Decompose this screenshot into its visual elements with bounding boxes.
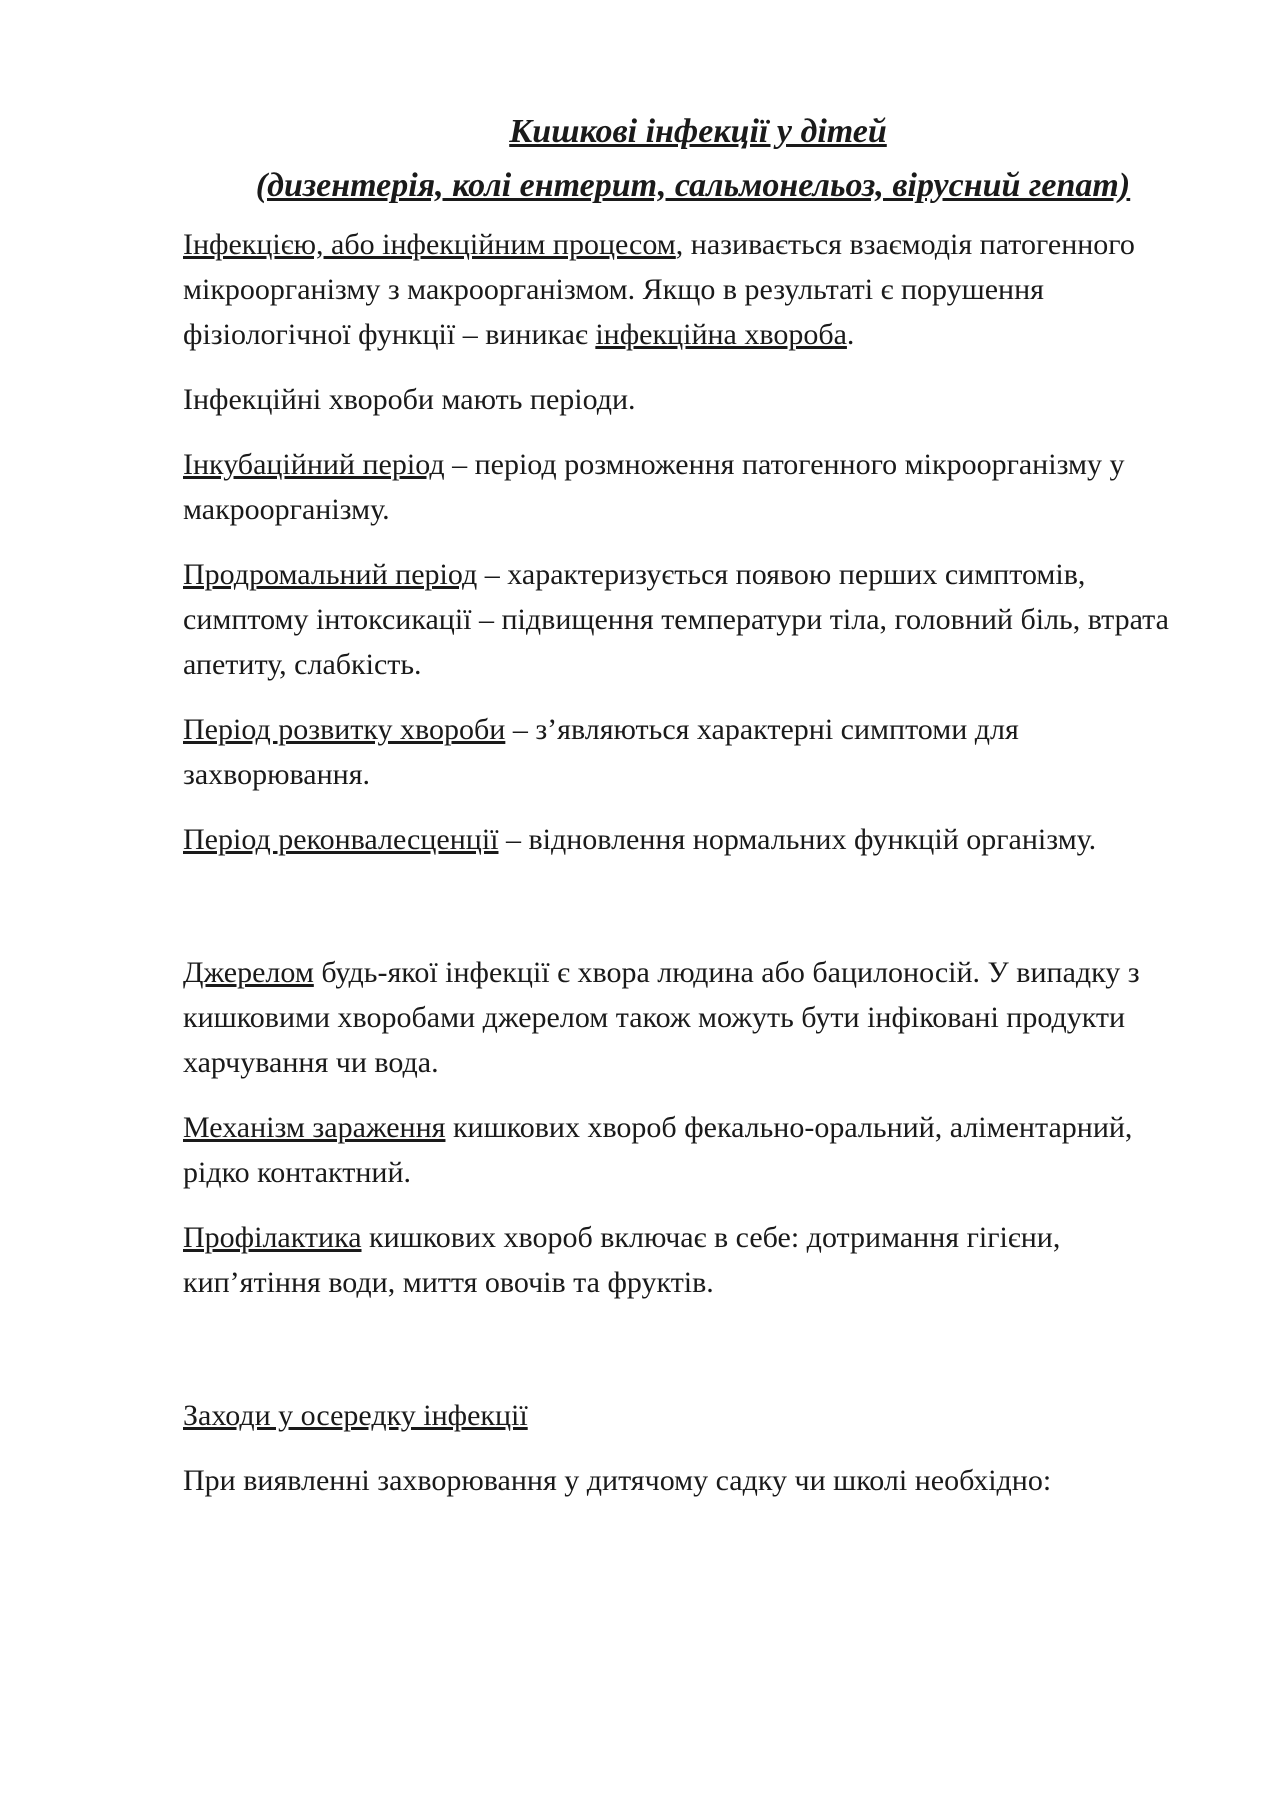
- term-prodromal-period: Продромальний період: [183, 558, 478, 591]
- term-prevention: Профілактика: [183, 1221, 362, 1254]
- term-source: Джерелом: [183, 956, 314, 989]
- term-disease-development: Період розвитку хвороби: [183, 713, 506, 746]
- paragraph-text: кишкових хвороб включає в себе: дотримання гігієни, кип’ятіння води, миття овочів та фруктів.: [183, 1221, 1061, 1299]
- section-heading-measures: [183, 1393, 1203, 1438]
- paragraph-text: Інфекційні хвороби мають періоди.: [183, 383, 636, 416]
- paragraph-prevention: [183, 1215, 1203, 1305]
- paragraph-text: кишкових хвороб фекально-оральний, аліментарний, рідко контактний.: [183, 1111, 1133, 1189]
- paragraph-prodromal-period: [183, 552, 1203, 687]
- term-measures: Заходи у осередку інфекції: [183, 1399, 528, 1432]
- paragraph-text: – характеризується появою перших симптомів, симптому інтоксикації – підвищення температури тіла, головний біль, втрата апетиту, слабкість.: [183, 558, 1169, 681]
- document-subtitle: (дизентерія, колі ентерит, сальмонельоз, вірусний гепат): [255, 167, 1131, 204]
- paragraph-text: – період розмноження патогенного мікроорганізму у макроорганізму.: [183, 448, 1125, 526]
- term-mechanism: Механізм зараження: [183, 1111, 446, 1144]
- paragraph-text: – з’являються характерні симптоми для захворювання.: [183, 713, 1019, 791]
- term-reconvalescence: Період реконвалесценції: [183, 823, 499, 856]
- document-page: [183, 110, 1203, 1523]
- paragraph-infection-mechanism: [183, 1105, 1203, 1195]
- term-incubation-period: Інкубаційний період: [183, 448, 445, 481]
- paragraph-infection-source: [183, 950, 1203, 1085]
- blank-spacer: [183, 882, 1203, 950]
- paragraph-text: , називається взаємодія патогенного мікроорганізму з макроорганізмом. Якщо в результаті є порушення фізіологічної функції – виникає: [183, 228, 1135, 351]
- term-infection: Інфекцією, або інфекційним процесом: [183, 228, 676, 261]
- paragraph-text: .: [846, 318, 855, 351]
- paragraph-reconvalescence: [183, 817, 1203, 862]
- paragraph-incubation-period: [183, 442, 1203, 532]
- term-infectious-disease: інфекційна хвороба: [595, 318, 847, 351]
- paragraph-disease-development: [183, 707, 1203, 797]
- paragraph-text: будь-якої інфекції є хвора людина або бацилоносій. У випадку з кишковими хворобами джерелом також можуть бути інфіковані продукти харчування чи вода.: [183, 956, 1140, 1079]
- paragraph-text: При виявленні захворювання у дитячому садку чи школі необхідно:: [183, 1464, 1052, 1497]
- paragraph-text: – відновлення нормальних функцій організму.: [498, 823, 1097, 856]
- blank-spacer: [183, 1325, 1203, 1393]
- document-title: Кишкові інфекції у дітей: [509, 113, 887, 150]
- paragraph-periods-intro: [183, 377, 1203, 422]
- paragraph-detection: [183, 1458, 1203, 1503]
- paragraph-infection-definition: [183, 222, 1203, 357]
